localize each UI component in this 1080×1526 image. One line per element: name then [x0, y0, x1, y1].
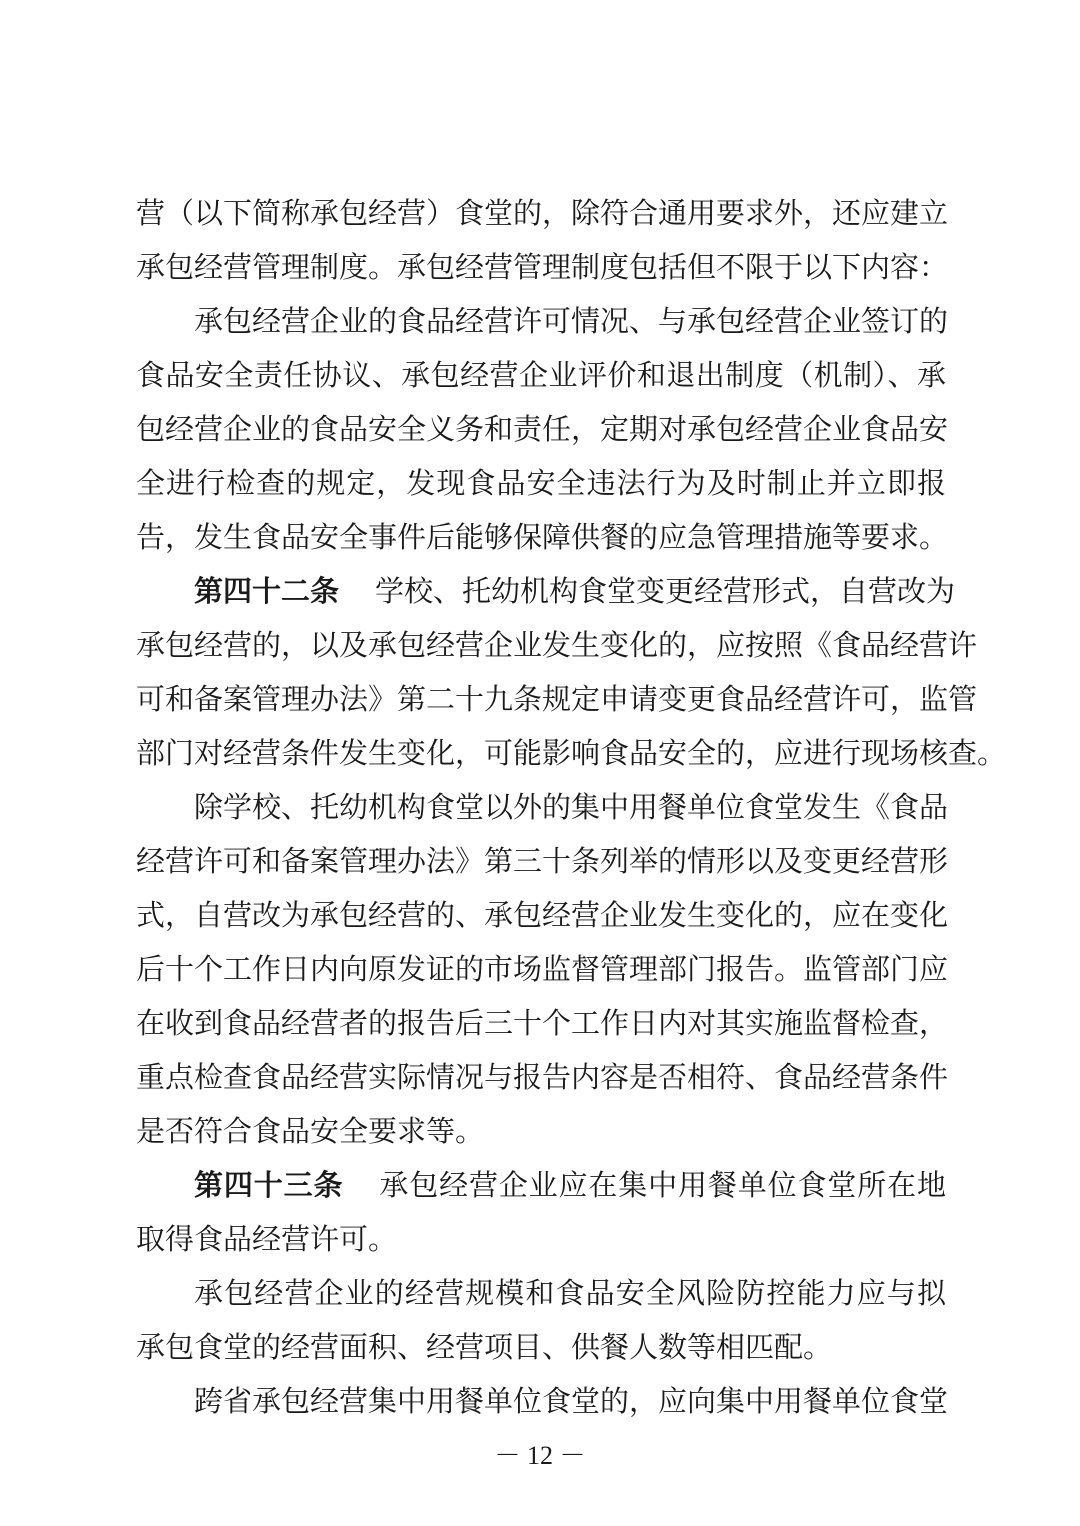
text-line: 学校、托幼机构食堂变更经营形式，自营改为 — [375, 574, 956, 608]
text-line: 告，发生食品安全事件后能够保障供餐的应急管理措施等要求。 — [136, 520, 949, 554]
text-line: 承包经营管理制度。承包经营管理制度包括但不限于以下内容： — [136, 250, 949, 284]
text-line: 式，自营改为承包经营的、承包经营企业发生变化的，应在变化 — [136, 898, 949, 932]
text-line: 承包经营企业应在集中用餐单位食堂所在地 — [379, 1168, 946, 1202]
article-heading: 第四十二条 — [194, 574, 340, 608]
text-line: 可和备案管理办法》第二十九条规定申请变更食品经营许可，监管 — [136, 682, 978, 716]
text-line: 承包经营的，以及承包经营企业发生变化的，应按照《食品经营许 — [136, 628, 978, 662]
text-line: 重点检查食品经营实际情况与报告内容是否相符、食品经营条件 — [136, 1060, 949, 1094]
text-line: 在收到食品经营者的报告后三十个工作日内对其实施监督检查， — [136, 1006, 949, 1040]
text-line: 全进行检查的规定，发现食品安全违法行为及时制止并立即报 — [136, 466, 946, 500]
text-line: 是否符合食品安全要求等。 — [136, 1114, 485, 1148]
text-line: 承包食堂的经营面积、经营项目、供餐人数等相匹配。 — [136, 1330, 833, 1364]
text-line: 跨省承包经营集中用餐单位食堂的，应向集中用餐单位食堂 — [194, 1384, 949, 1418]
text-line: 包经营企业的食品安全义务和责任，定期对承包经营企业食品安 — [136, 412, 949, 446]
article-first-line — [194, 562, 956, 620]
text-line: 后十个工作日内向原发证的市场监督管理部门报告。监管部门应 — [136, 952, 949, 986]
article-first-line — [194, 1156, 946, 1214]
text-line: 食品安全责任协议、承包经营企业评价和退出制度（机制）、承 — [136, 358, 946, 392]
article-heading: 第四十三条 — [194, 1168, 344, 1202]
page-number: － 12 － — [494, 1441, 586, 1470]
text-line: 营（以下简称承包经营）食堂的，除符合通用要求外，还应建立 — [136, 196, 949, 230]
text-line: 部门对经营条件发生变化，可能影响食品安全的，应进行现场核查。 — [136, 736, 1007, 770]
text-line: 承包经营企业的食品经营许可情况、与承包经营企业签订的 — [194, 304, 949, 338]
text-line: 除学校、托幼机构食堂以外的集中用餐单位食堂发生《食品 — [194, 790, 949, 824]
text-line: 取得食品经营许可。 — [136, 1222, 398, 1256]
text-line: 承包经营企业的经营规模和食品安全风险防控能力应与拟 — [194, 1276, 946, 1310]
text-line: 经营许可和备案管理办法》第三十条列举的情形以及变更经营形 — [136, 844, 949, 878]
